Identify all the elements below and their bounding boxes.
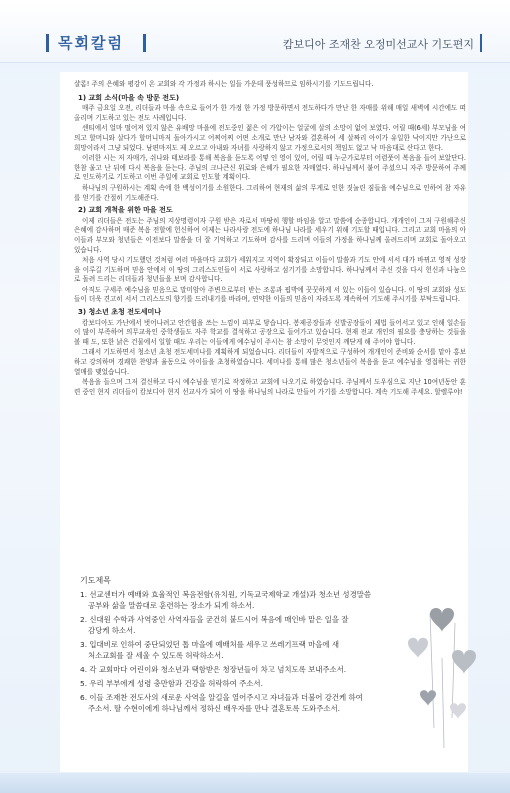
section-paragraph: 복음을 들으며 그저 결신하고 다시 예수님을 믿기로 작정하고 교회에 나오기로 하였습니다. 주님께서 도우심으로 지난 10여년동안 훈련 중인 현지 리더들이 캄보디아 현지 선교사가 되어 이 땅을 하나님의 나라로 만들어 가기를 소망합니다. 계속 기도해 주세요. 할렐루야!: [74, 378, 466, 396]
letter-body: [74, 80, 466, 398]
header-divider-mid: [143, 34, 146, 52]
heart-icon: [452, 650, 476, 674]
prayer-item: [80, 678, 400, 689]
section-heading: 2) 교회 개척을 위한 마을 전도: [78, 206, 173, 215]
heart-icon: [430, 608, 454, 632]
section-paragraph: 그래서 기도하면서 청소년 초청 전도세미나를 계획하게 되었습니다. 리더들이 자발적으로 구성하여 개개인이 준비와 순서를 맡아 홍보하고 강의하며 경쾌한 찬양과 율동으로 아이들을 초청하였습니다. 세미나를 통해 많은 청소년들이 복음을 듣고 예수님을 영접하는 귀한 열매를 맺었습니다.: [74, 348, 466, 376]
bottom-band: [0, 773, 510, 793]
prayer-item-line: 4. 각 교회마다 어린이와 청소년과 택함받은 청장년들이 차고 넘치도록 보내주소서.: [80, 665, 347, 674]
prayer-title: 기도제목: [80, 576, 111, 585]
prayer-item-line: 5. 우리 부부에게 성령 충만함과 건강을 허락하여 주소서.: [80, 679, 263, 688]
letter-intro: 샬롬! 주의 은혜와 평강이 온 교회와 각 가정과 하시는 일들 가운데 풍성하므로 임하시기를 기도드립니다.: [74, 80, 374, 88]
section-heading: 1) 교회 소식(마을 속 방문 전도): [78, 93, 180, 102]
heart-string: [442, 658, 444, 748]
prayer-item-line: 공부와 삶을 말씀대로 훈련하는 장소가 되게 하소서.: [88, 601, 255, 610]
prayer-item: [80, 664, 400, 675]
header-divider-right: [480, 34, 482, 52]
prayer-item-line: 1. 선교센터가 예배와 효율적인 복음전함(유치원, 기독교국제학교 개설)과 청소년 성경말씀: [80, 590, 371, 599]
prayer-requests: [80, 575, 400, 717]
column-header: [0, 0, 510, 63]
prayer-list: [80, 589, 400, 714]
hearts-decoration: [400, 578, 490, 768]
prayer-item: [80, 614, 400, 636]
section-paragraph: 처음 사역 당시 기도했던 것처럼 여러 마을마다 교회가 세워지고 지역이 확장되고 이들이 말씀과 기도 안에 서서 대가 바뀌고 영적 성장을 이루길 기도하며 믿음 안에서 이 땅의 그리스도인들이 서로 사랑하고 섬기기를 소망합니다. 하나님께서 주신 것을 다시 헌신과 나눔으로 돌려 드리는 리더들과 청년들을 보며 감사합니다.: [74, 256, 466, 284]
prayer-item-line: 처소교회를 잘 세울 수 있도록 허락하소서.: [88, 651, 224, 660]
heart-string: [430, 613, 434, 728]
heart-icon: [408, 638, 428, 658]
prayer-item-line: 2. 신대원 수학과 사역중인 사역자들을 굳건히 붙드시어 복음에 매인바 맡은 일을 잘: [80, 615, 349, 624]
header-divider-left: [46, 34, 49, 52]
section-paragraph: 하나님의 구원하시는 계획 속에 한 백성이기를 소원한다. 그리하여 현재의 삶의 무게로 인한 짓눌린 짐들을 예수님으로 인하여 참 자유를 얻기를 간절히 기도해준다.: [74, 183, 466, 202]
section-paragraph: 캄보디아도 가난에서 벗어나려고 안간힘을 쓰는 느낌이 피부로 닿습니다. 봉제공장들과 신발공장들이 제법 들어서고 있고 인해 일손들이 많이 부족하여 의무교육인 중학생들도 자주 학교를 결석하고 공장으로 들어가고 있습니다. 현재 전교 개인의 필요를 충당하는 것들을 볼 때 도, 또한 낡은 건물에서 일할 때도 우리는 이들에게 예수님이 주시는 참 소망이 무엇인지 깨닫게 해 주어야 합니다.: [74, 318, 466, 346]
heart-icon: [420, 690, 436, 706]
prayer-item: [80, 692, 400, 714]
prayer-item-line: 3. 입대비로 인하여 중단되었던 톱 마을에 예배처를 세우고 쓰레기프랙 마을에 새: [80, 640, 340, 649]
section-paragraph: 매주 금요일 오전, 리더들과 마을 속으로 들어가 한 가정 한 가정 방문하면서 전도하다가 만난 한 자매를 위해 매일 새벽에 시간에도 떠올리며 기도하고 있는 전도 사례입니다.: [74, 104, 466, 122]
section-paragraph: 이러한 시는 저 자매가, 쉬나와 태보라를 통해 복음을 듣도록 어떻 인 영이 있어, 어릴 때 누군가로부터 어렴풋이 복음을 들어 보았단다. 한참 울고 난 뒤에 다시 복음을 듣는다. 주님의 크나큰신 위로와 은혜가 필요한 자매였다. 하나님께서 붙어 주셨으니 자주 방문하여 주께로 인도하기로 기도하고 이번 주일에 교회로 인도할 계획이다.: [74, 154, 466, 182]
section-paragraph: 아직도 구세주 예수님을 믿음으로 말미암아 주변으로부터 받는 조롱과 핍박에 꿋꿋하게 서 있는 이들이 있습니다. 이 땅의 교회와 성도들이 더욱 견고히 서서 그리스도의 향기를 드러내기를 바라며, 연약한 이들의 믿음이 자라도록 계속하여 기도해 주시기를 부탁드립니다.: [74, 285, 466, 304]
section-heading: 3) 청소년 초청 전도세미나: [78, 308, 162, 317]
prayer-item-line: 주소서. 딸 수현이에게 하나님께서 정하신 배우자를 만나 결혼토록 도와주소서.: [88, 704, 340, 713]
section-paragraph: 센티에서 얼마 떨어져 있지 않은 유배망 마을에 전도중인 젊은 이 가압이는 얼굴에 살의 소망이 없어 보였다. 어릴 때(6세) 부모님을 여의고 할머니와 살다가 할머니마저 돌아가시고 어찌어찌 어떤 소개로 만난 남자와 결혼하여 세 살짜리 아이가 유일한 낙이지만 가난으로 희망이라서 그냥 되었다. 남편마저도 제 오르고 아내와 자녀를 사랑하지 않고 가정으로서의 책임도 없고 낙 마음대로 산다고 한다.: [74, 124, 466, 152]
prayer-item-line: 감당케 하소서.: [88, 626, 136, 635]
prayer-item: [80, 639, 400, 661]
prayer-item-line: 6. 이들 조재찬 전도사의 새로운 사역을 알길을 열어주시고 자녀들과 더불어 강건케 하여: [80, 693, 363, 702]
letter-subtitle: 캄보디아 조재찬 오정미선교사 기도편지: [282, 38, 474, 51]
section-paragraph: 이제 리더들은 전도는 주님의 지상명령이자 구원 받은 자로서 마땅히 행할 바임을 알고 말씀에 순종합니다. 개개인이 그저 구원해주신 은혜에 감사하며 매준 복음 전할에 헌신하여 이제는 나라사랑 전도에 하나님 나라를 세우기 위해 기도할 때입니다. 그리고 교회 마을의 아이들과 부모와 청년들은 이전보다 말씀을 더 잘 기억하고 기도하며 감사를 드리며 이들의 가정을 하나님께 올려드리며 교회로 돌아오고 있습니다.: [74, 216, 466, 254]
prayer-item: [80, 589, 400, 611]
column-title: 목회칼럼: [58, 34, 124, 52]
